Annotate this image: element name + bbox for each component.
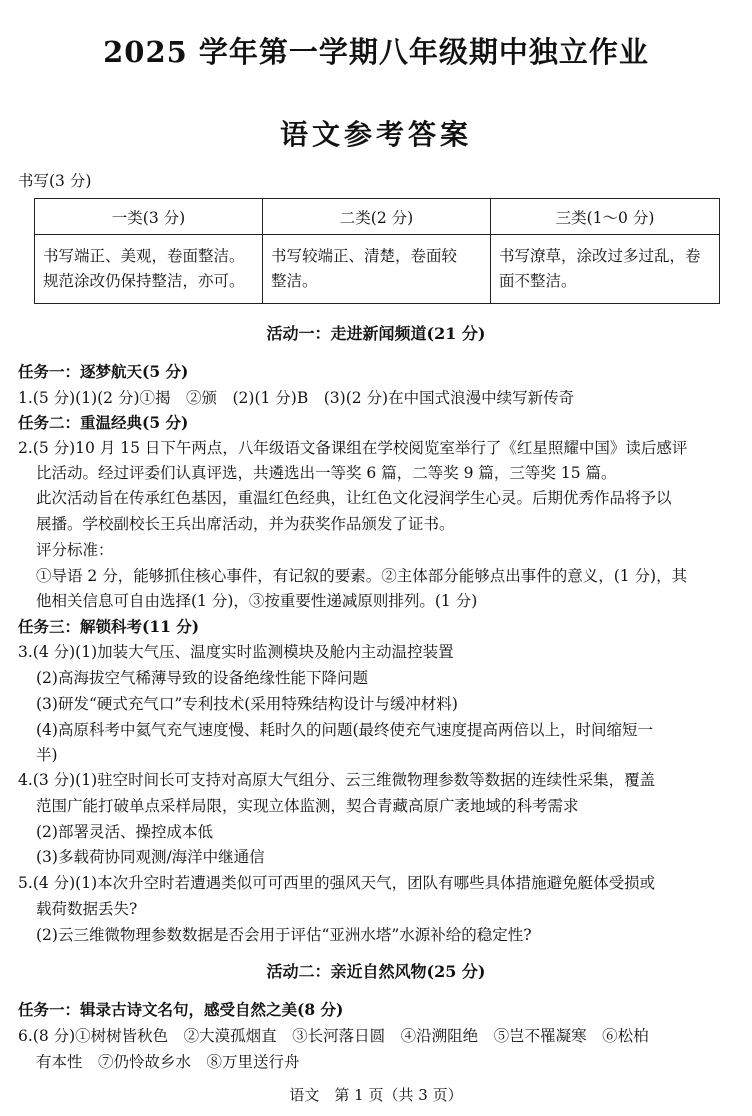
answer-q5-line: 载荷数据丢失? [36, 900, 138, 918]
activity2-heading: 活动二：亲近自然风物(25 分) [266, 962, 486, 981]
answer-q3-line: 3.(4 分)(1)加装大气压、温度实时监测模块及舱内主动温控装置 [18, 643, 454, 661]
answer-q6-line: 有本性 ⑦仍怜故乡水 ⑧万里送行舟 [36, 1053, 300, 1071]
page-footer: 语文 第 1 页（共 3 页） [289, 1086, 463, 1104]
answer-q3-line: (3)研发“硬式充气口”专利技术(采用特殊结构设计与缓冲材料) [36, 695, 458, 713]
cell-line: 规范涂改仍保持整洁，亦可。 [43, 272, 245, 290]
answer-q1: 1.(5 分)(1)(2 分)①揭 ②颁 (2)(1 分)B (3)(2 分)在中国式浪漫中续写新传奇 [18, 389, 575, 407]
answer-q2-line: 2.(5 分)10 月 15 日下午两点，八年级语文备课组在学校阅览室举行了《红星照耀中国》读后感评 [18, 439, 688, 457]
answer-q6-line: 6.(8 分)①树树皆秋色 ②大漠孤烟直 ③长河落日圆 ④沿溯阻绝 ⑤岂不罹凝寒 ⑥松柏 [18, 1027, 649, 1045]
table-header-row [35, 199, 720, 235]
task2-heading: 任务二：重温经典(5 分) [18, 413, 189, 432]
answer-q2-line: 展播。学校副校长王兵出席活动，并为获奖作品颁发了证书。 [36, 515, 455, 533]
table-cell [263, 235, 491, 304]
table-header-cell: 二类(2 分) [263, 199, 491, 235]
answer-q2-line: 评分标准： [36, 541, 114, 559]
answer-q3-line: 半) [36, 746, 58, 764]
activity1-heading: 活动一：走进新闻频道(21 分) [266, 324, 486, 343]
task1-heading: 任务一：逐梦航天(5 分) [18, 362, 189, 381]
document-title: 2025 学年第一学期八年级期中独立作业 [103, 35, 649, 69]
answer-q2-line: 比活动。经过评委们认真评选，共遴选出一等奖 6 篇，二等奖 9 篇，三等奖 15 篇。 [36, 464, 617, 482]
task3-heading: 任务三：解锁科考(11 分) [18, 617, 200, 636]
answer-q4-line: (2)部署灵活、操控成本低 [36, 823, 213, 841]
activity2-task1-heading: 任务一：辑录古诗文名句，感受自然之美(8 分) [18, 1000, 344, 1019]
cell-line: 面不整洁。 [499, 272, 577, 290]
cell-line: 整洁。 [271, 272, 318, 290]
cell-line: 书写端正、美观，卷面整洁。 [43, 247, 245, 265]
answer-q2-line: 此次活动旨在传承红色基因，重温红色经典，让红色文化浸润学生心灵。后期优秀作品将予以 [36, 489, 672, 507]
answer-q3-line: (2)高海拔空气稀薄导致的设备绝缘性能下降问题 [36, 669, 368, 687]
answer-q5-line: 5.(4 分)(1)本次升空时若遭遇类似可可西里的强风天气，团队有哪些具体措施避免艇体受损或 [18, 874, 656, 892]
writing-label: 书写(3 分) [18, 172, 92, 190]
answer-q4-line: (3)多载荷协同观测/海洋中继通信 [36, 848, 265, 866]
cell-line: 书写较端正、清楚，卷面较 [271, 247, 458, 265]
answer-q2-line: 他相关信息可自由选择(1 分)，③按重要性递减原则排列。(1 分) [36, 592, 478, 610]
cell-line: 书写潦草，涂改过多过乱，卷 [499, 247, 701, 265]
document-subtitle: 语文参考答案 [279, 118, 472, 151]
table-header-cell: 一类(3 分) [35, 199, 263, 235]
writing-score-table [34, 198, 720, 304]
answer-q2-line: ①导语 2 分，能够抓住核心事件，有记叙的要素。②主体部分能够点出事件的意义，(1 分)，其 [36, 567, 688, 585]
table-cell [491, 235, 720, 304]
table-cell [35, 235, 263, 304]
table-row [35, 235, 720, 304]
answer-q4-line: 范围广能打破单点采样局限，实现立体监测，契合青藏高原广袤地域的科考需求 [36, 797, 579, 815]
answer-q5-line: (2)云三维微物理参数数据是否会用于评估“亚洲水塔”水源补给的稳定性? [36, 926, 532, 944]
table-header-cell: 三类(1～0 分) [491, 199, 720, 235]
answer-q3-line: (4)高原科考中氦气充气速度慢、耗时久的问题(最终使充气速度提高两倍以上，时间缩短一 [36, 721, 654, 739]
answer-q4-line: 4.(3 分)(1)驻空时间长可支持对高原大气组分、云三维微物理参数等数据的连续性采集，覆盖 [18, 771, 656, 789]
